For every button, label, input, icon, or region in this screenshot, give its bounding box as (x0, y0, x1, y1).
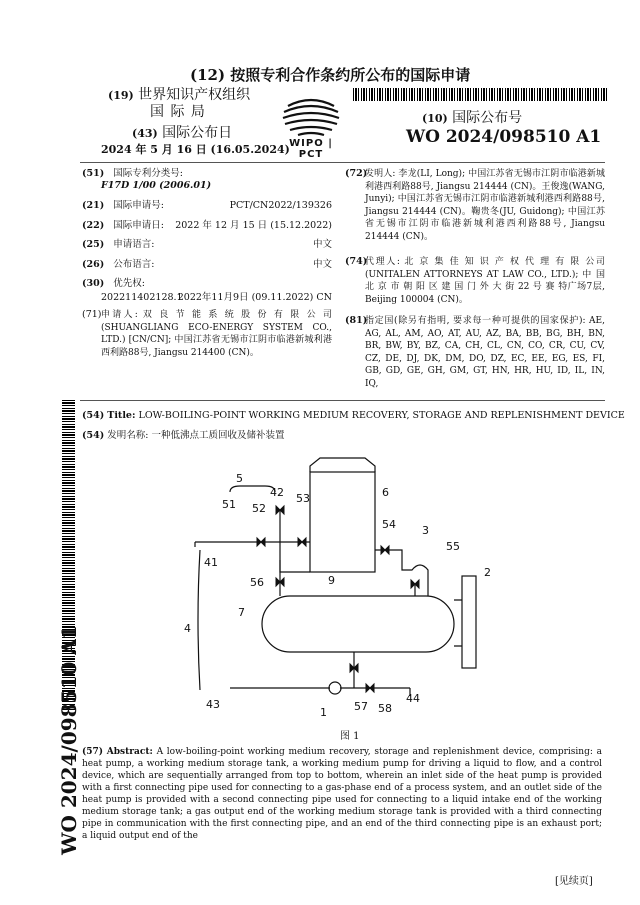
field-21: (21) 国际申请号: PCT/CN2022/139326 (82, 200, 332, 211)
fig-label-42: 42 (270, 486, 284, 499)
pubno-value: WO 2024/098510 A1 (406, 127, 602, 147)
ipc-class: F17D 1/00 (2006.01) (101, 180, 212, 191)
fig-label-57: 57 (354, 700, 368, 713)
wipo-globe-icon (278, 92, 344, 138)
designated-text: 指定国(除另有指明, 要求每一种可提供的国家保护): AE, AG, AL, AM, AO, AT, AU, AZ, BA, BB, BG, BH, BN, BR, BW, BY, BZ, CA, CH, CL, CN, CO, CR, CU, CV, CZ, DE, DJ, DK, DM, DO, DZ, EC, EE, EG, ES, FI, GB, GD, GE, GH, GM, GT, HN, HR, HU, ID, IL, IN, IQ, (365, 316, 605, 389)
middle-divider (80, 400, 605, 401)
pubno-code: (10) (422, 112, 448, 125)
agent-text: 代理人: 北 京 集 佳 知 识 产 权 代 理 有 限 公司(UNITALEN ATTORNEYS AT LAW CO., LTD.); 中 国 北 京 市 朝 阳 区 建 国 门 外 大 街 22 号 赛 特广场7层, Beijing 100004 (CN)。 (365, 257, 605, 305)
fig-label-9: 9 (328, 574, 335, 587)
fig-label-41: 41 (204, 556, 218, 569)
org-block (108, 87, 250, 104)
fig-label-58: 58 (378, 702, 392, 715)
fig-label-51: 51 (222, 498, 236, 511)
heat-pump (310, 472, 375, 572)
figure-diagram (170, 450, 520, 740)
pubdate-label: 国际公布日 (162, 125, 233, 141)
field-51: (51) 国际专利分类号: (82, 168, 183, 179)
pubdate-label-block (132, 125, 232, 142)
title-en: (54) Title: LOW-BOILING-POINT WORKING MEDIUM RECOVERY, STORAGE AND REPLENISHMENT DEVICE (82, 410, 625, 421)
storage-tank (262, 596, 454, 652)
fig-label-52: 52 (252, 502, 266, 515)
title-cn: (54) 发明名称: 一种低沸点工质回收及储补装置 (82, 430, 285, 441)
fig-label-54: 54 (382, 518, 396, 531)
inventors-text: 发明人: 李龙(LI, Long); 中国江苏省无锡市江阴市临港新城利港西利路88号, Jiangsu 214444 (CN)。王俊逸(WANG, Junyi); 中国江苏省无锡市江阴市临港新城利港西利路88号, Jiangsu 214444 (CN)。鞠贵冬(JU, Guidong); 中国江苏省无锡市江阴市临港新城利港西利路88号, Jiangsu 214444 (CN)。 (365, 169, 605, 242)
field-25: (25) 申请语言: 中文 (82, 239, 332, 250)
side-pubno: WO 2024/098510 A1 (57, 625, 81, 855)
wipo-logo-text: WIPO | PCT (289, 138, 333, 160)
fig-label-2: 2 (484, 566, 491, 579)
pubno-label-block (422, 110, 522, 127)
applicant-text: 申请人: 双 良 节 能 系 统 股 份 有 限 公 司 (SHUANGLIANG ECO-ENERGY SYSTEM CO., LTD.) [CN/CN]; 中国江苏省无锡市江阴市临港新城利港西利路88号, Jiangsu 214400 (CN)。 (101, 310, 332, 358)
fig-label-1: 1 (320, 706, 327, 719)
pubdate-code: (43) (132, 127, 158, 140)
fig-label-4: 4 (184, 622, 191, 635)
continued-note: [见续页] (555, 876, 593, 887)
fig-label-53: 53 (296, 492, 310, 505)
level-gauge (462, 576, 476, 668)
fig-label-55: 55 (446, 540, 460, 553)
inventors-code: (72) (345, 168, 368, 179)
fig-label-43: 43 (206, 698, 220, 711)
org-bureau: 国 际 局 (150, 104, 206, 120)
fig-label-56: 56 (250, 576, 264, 589)
fig-label-5: 5 (236, 472, 243, 485)
org-code: (19) (108, 89, 134, 102)
figure-caption: 图 1 (340, 731, 360, 742)
designated-code: (81) (345, 315, 368, 326)
applicant-code: (71) (82, 309, 102, 320)
fig-label-7: 7 (238, 606, 245, 619)
wipo-logo (278, 92, 344, 160)
fig-label-44: 44 (406, 692, 420, 705)
pubdate-value: 2024 年 5 月 16 日 (16.05.2024) (101, 143, 290, 156)
working-pump (329, 682, 341, 694)
fig-label-6: 6 (382, 486, 389, 499)
field-30: (30) 优先权: (82, 278, 145, 289)
pubno-label: 国际公布号 (452, 110, 523, 126)
field-26: (26) 公布语言: 中文 (82, 259, 332, 270)
header-divider (80, 162, 605, 163)
agent-code: (74) (345, 256, 368, 267)
fig-label-3: 3 (422, 524, 429, 537)
priority-row: 202211402128.1 2022年11月9日 (09.11.2022) CN (101, 292, 332, 303)
document-title: (12) 按照专利合作条约所公布的国际申请 (190, 66, 471, 84)
abstract-block: (57) Abstract: A low-boiling-point working medium recovery, storage and replenishment device, comprising: a heat pump, a working medium storage tank, a working medium pump for driving a liquid to flow, and a control device, which are sequentially arranged from top to bottom, wherein an inlet side of the heat pump is provided with a first connecting pipe used for connecting to a gas-phase end of a process system, and an outlet side of the heat pump is provided with a second connecting pipe used for connecting to a liquid intake end of the working medium storage tank; a gas output end of the working medium storage tank is provided with a third connecting pipe in communication with the first connecting pipe, and an end of the third connecting pipe is an exhaust port; a liquid output end of the (82, 747, 602, 841)
barcode-top (353, 88, 608, 101)
org-name: 世界知识产权组织 (138, 87, 251, 103)
field-22: (22) 国际申请日: 2022 年 12 月 15 日 (15.12.2022) (82, 220, 332, 231)
